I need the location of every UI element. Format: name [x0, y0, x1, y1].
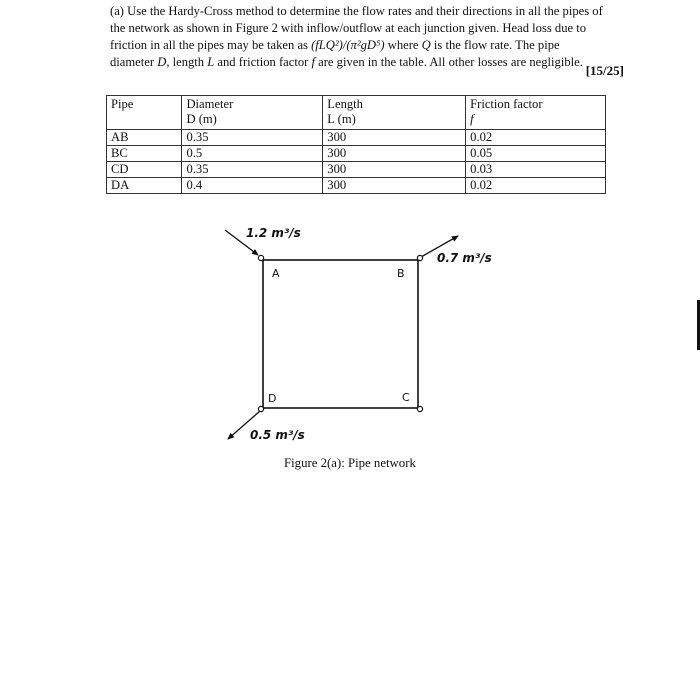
- header-pipe: Pipe: [107, 96, 182, 130]
- outflow-d-label: 0.5 m³/s: [250, 428, 305, 442]
- f-symbol: f: [311, 55, 315, 69]
- outflow-b-label: 0.7 m³/s: [437, 251, 492, 265]
- node-label-d: D: [268, 392, 277, 405]
- cell-diameter: 0.35: [182, 162, 323, 178]
- cell-length: 300: [323, 178, 466, 194]
- cell-friction: 0.02: [466, 130, 606, 146]
- cell-length: 300: [323, 162, 466, 178]
- cell-friction: 0.02: [466, 178, 606, 194]
- header-friction-factor: Friction factor f: [466, 96, 606, 130]
- problem-line-3-b: where: [384, 38, 422, 52]
- junction-d: [258, 406, 263, 411]
- header-length: Length L (m): [323, 96, 466, 130]
- junction-b: [417, 255, 422, 260]
- problem-line-2: the network as shown in Figure 2 with inflow/outflow at each junction given. Head loss due to: [110, 21, 587, 35]
- problem-line-4-d: are given in the table. All other losses are negligible.: [314, 55, 583, 69]
- d-symbol: D: [157, 55, 167, 69]
- problem-line-4-c: and friction factor: [214, 55, 312, 69]
- cell-pipe: DA: [107, 178, 182, 194]
- head-loss-formula: (fLQ²)/(π²gD⁵): [311, 38, 385, 52]
- cell-diameter: 0.35: [182, 130, 323, 146]
- cell-friction: 0.03: [466, 162, 606, 178]
- header-diameter: Diameter D (m): [182, 96, 323, 130]
- node-label-b: B: [397, 267, 405, 280]
- cell-diameter: 0.5: [182, 146, 323, 162]
- cell-length: 300: [323, 146, 466, 162]
- figure-caption: Figure 2(a): Pipe network: [284, 456, 416, 470]
- pipe-loop: [263, 260, 418, 408]
- node-label-c: C: [402, 391, 410, 404]
- cell-friction: 0.05: [466, 146, 606, 162]
- node-label-a: A: [272, 267, 280, 280]
- problem-line-1: (a) Use the Hardy-Cross method to determine the flow rates and their directions in all the pipes of: [110, 4, 603, 18]
- problem-line-3-a: friction in all the pipes may be taken as: [110, 38, 312, 52]
- junction-a: [258, 255, 263, 260]
- inflow-a-label: 1.2 m³/s: [246, 226, 301, 240]
- l-symbol: L: [207, 55, 215, 69]
- marks-label: [15/25]: [585, 63, 624, 78]
- cell-pipe: BC: [107, 146, 182, 162]
- problem-line-4-a: diameter: [110, 55, 158, 69]
- junction-c: [417, 406, 422, 411]
- problem-line-3-c: is the flow rate. The pipe: [430, 38, 560, 52]
- cell-pipe: AB: [107, 130, 182, 146]
- cell-diameter: 0.4: [182, 178, 323, 194]
- problem-line-4-b: , length: [166, 55, 208, 69]
- cell-pipe: CD: [107, 162, 182, 178]
- q-symbol: Q: [421, 38, 431, 52]
- cell-length: 300: [323, 130, 466, 146]
